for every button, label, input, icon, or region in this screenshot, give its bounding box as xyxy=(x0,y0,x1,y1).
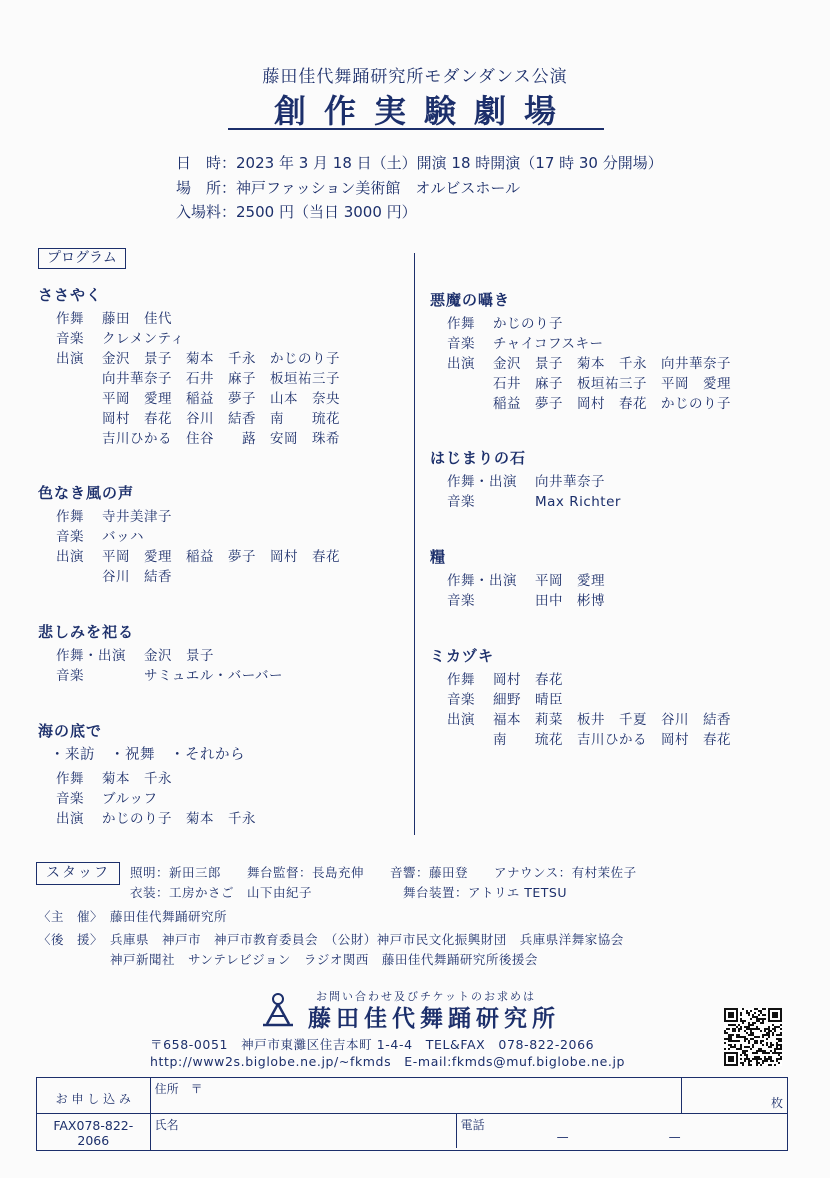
credit-row: 音楽 ブルッフ xyxy=(56,791,158,807)
ticket-count-field[interactable] xyxy=(682,1078,788,1114)
work-title: 海の底で xyxy=(38,722,103,740)
credit-row: 作舞 かじのり子 xyxy=(447,316,563,332)
credit-row: 作舞 菊本 千永 xyxy=(56,771,172,787)
organization-name: 藤田佳代舞踊研究所 xyxy=(308,1006,560,1032)
staff-line-2: 衣装：工房かさご 山下由紀子 舞台装置：アトリエ TETSU xyxy=(130,885,567,900)
contact-caption: お問い合わせ及びチケットのお求めは xyxy=(316,990,537,1003)
credit-row: 音楽 田中 彬博 xyxy=(447,593,605,609)
work-title: 悪魔の囁き xyxy=(430,291,511,309)
organizer: 藤田佳代舞踊研究所 xyxy=(110,909,228,924)
work-title: ミカヅキ xyxy=(430,647,495,665)
credit-row: 平岡 愛理 稲益 夢子 山本 奈央 xyxy=(102,391,340,407)
credit-row: 音楽 Max Richter xyxy=(447,494,621,510)
credit-row: 作舞 藤田 佳代 xyxy=(56,311,172,327)
name-field[interactable] xyxy=(151,1114,457,1148)
credit-row: 音楽 チャイコフスキー xyxy=(447,336,604,352)
organization-logo-icon xyxy=(258,990,298,1030)
credit-row: 作舞・出演 向井華奈子 xyxy=(447,474,605,490)
organizer-label: 〈主 催〉 xyxy=(38,909,104,924)
support-line-1: 兵庫県 神戸市 神戸市教育委員会 （公財）神戸市民文化振興財団 兵庫県洋舞家協会 xyxy=(110,932,624,947)
phone-separator: — xyxy=(668,1130,681,1144)
credit-row: 石井 麻子 板垣祐三子 平岡 愛理 xyxy=(493,376,731,392)
credit-row: 作舞・出演 金沢 景子 xyxy=(56,648,214,664)
address-label: 住所 〒 xyxy=(154,1082,203,1096)
work-subtitle: ・来訪 ・祝舞 ・それから xyxy=(50,747,245,763)
work-title: 悲しみを祀る xyxy=(38,623,135,641)
qr-code-icon[interactable] xyxy=(724,1008,782,1066)
name-label: 氏名 xyxy=(154,1118,179,1132)
staff-line-1: 照明：新田三郎 舞台監督：長島充伸 音響：藤田登 アナウンス：有村茉佐子 xyxy=(130,865,637,880)
credit-row: 作舞・出演 平岡 愛理 xyxy=(447,573,605,589)
count-unit: 枚 xyxy=(770,1096,783,1110)
support-line-2: 神戸新聞社 サンテレビジョン ラジオ関西 藤田佳代舞踊研究所後援会 xyxy=(110,952,538,967)
credit-row: 音楽 クレメンティ xyxy=(56,331,185,347)
phone-label: 電話 xyxy=(460,1118,485,1132)
phone-separator: — xyxy=(556,1130,569,1144)
work-title: 色なき風の声 xyxy=(38,484,135,502)
credit-row: 向井華奈子 石井 麻子 板垣祐三子 xyxy=(102,371,340,387)
work-title: 糧 xyxy=(430,548,447,566)
order-form xyxy=(36,1077,788,1151)
credit-row: 稲益 夢子 岡村 春花 かじのり子 xyxy=(493,396,731,412)
contact-web: http://www2s.biglobe.ne.jp/~fkmds E-mail:fkmds@muf.biglobe.ne.jp xyxy=(150,1054,626,1069)
credit-row: 音楽 バッハ xyxy=(56,529,144,545)
info-price: 入場料：2500 円（当日 3000 円） xyxy=(176,203,417,221)
info-venue: 場 所：神戸ファッション美術館 オルビスホール xyxy=(176,179,521,197)
credit-row: 音楽 サミュエル・バーバー xyxy=(56,668,284,684)
work-title: はじまりの石 xyxy=(430,449,527,467)
credit-row: 作舞 寺井美津子 xyxy=(56,509,172,525)
credit-row: 出演 福本 莉菜 板井 千夏 谷川 結香 xyxy=(447,712,731,728)
info-datetime: 日 時：2023 年 3 月 18 日（土）開演 18 時開演（17 時 30 分開場） xyxy=(176,154,663,172)
phone-field[interactable] xyxy=(457,1114,787,1148)
column-divider xyxy=(414,253,415,835)
work-title: ささやく xyxy=(38,286,103,304)
credit-row: 出演 かじのり子 菊本 千永 xyxy=(56,811,256,827)
title-underline xyxy=(228,128,604,130)
credit-row: 谷川 結香 xyxy=(102,569,172,585)
credit-row: 岡村 春花 谷川 結香 南 琉花 xyxy=(102,411,340,427)
contact-address: 〒658-0051 神戸市東灘区住吉本町 1-4-4 TEL&FAX 078-822-2066 xyxy=(150,1037,595,1052)
program-label: プログラム xyxy=(38,248,126,269)
credit-row: 音楽 細野 晴臣 xyxy=(447,692,563,708)
event-title: 創作実験劇場 xyxy=(273,92,574,130)
credit-row: 南 琉花 吉川ひかる 岡村 春花 xyxy=(493,732,731,748)
name-phone-row xyxy=(150,1114,787,1151)
fax-number: FAX078-822-2066 xyxy=(37,1114,151,1151)
staff-label: スタッフ xyxy=(36,862,120,885)
event-subtitle: 藤田佳代舞踊研究所モダンダンス公演 xyxy=(262,67,568,87)
address-field[interactable] xyxy=(150,1078,682,1114)
credit-row: 出演 金沢 景子 菊本 千永 向井華奈子 xyxy=(447,356,731,372)
apply-label: お 申 し 込 み xyxy=(37,1078,151,1114)
credit-row: 出演 金沢 景子 菊本 千永 かじのり子 xyxy=(56,351,340,367)
support-label: 〈後 援〉 xyxy=(38,932,104,947)
credit-row: 出演 平岡 愛理 稲益 夢子 岡村 春花 xyxy=(56,549,340,565)
credit-row: 作舞 岡村 春花 xyxy=(447,672,563,688)
credit-row: 吉川ひかる 住谷 蕗 安岡 珠希 xyxy=(102,431,340,447)
